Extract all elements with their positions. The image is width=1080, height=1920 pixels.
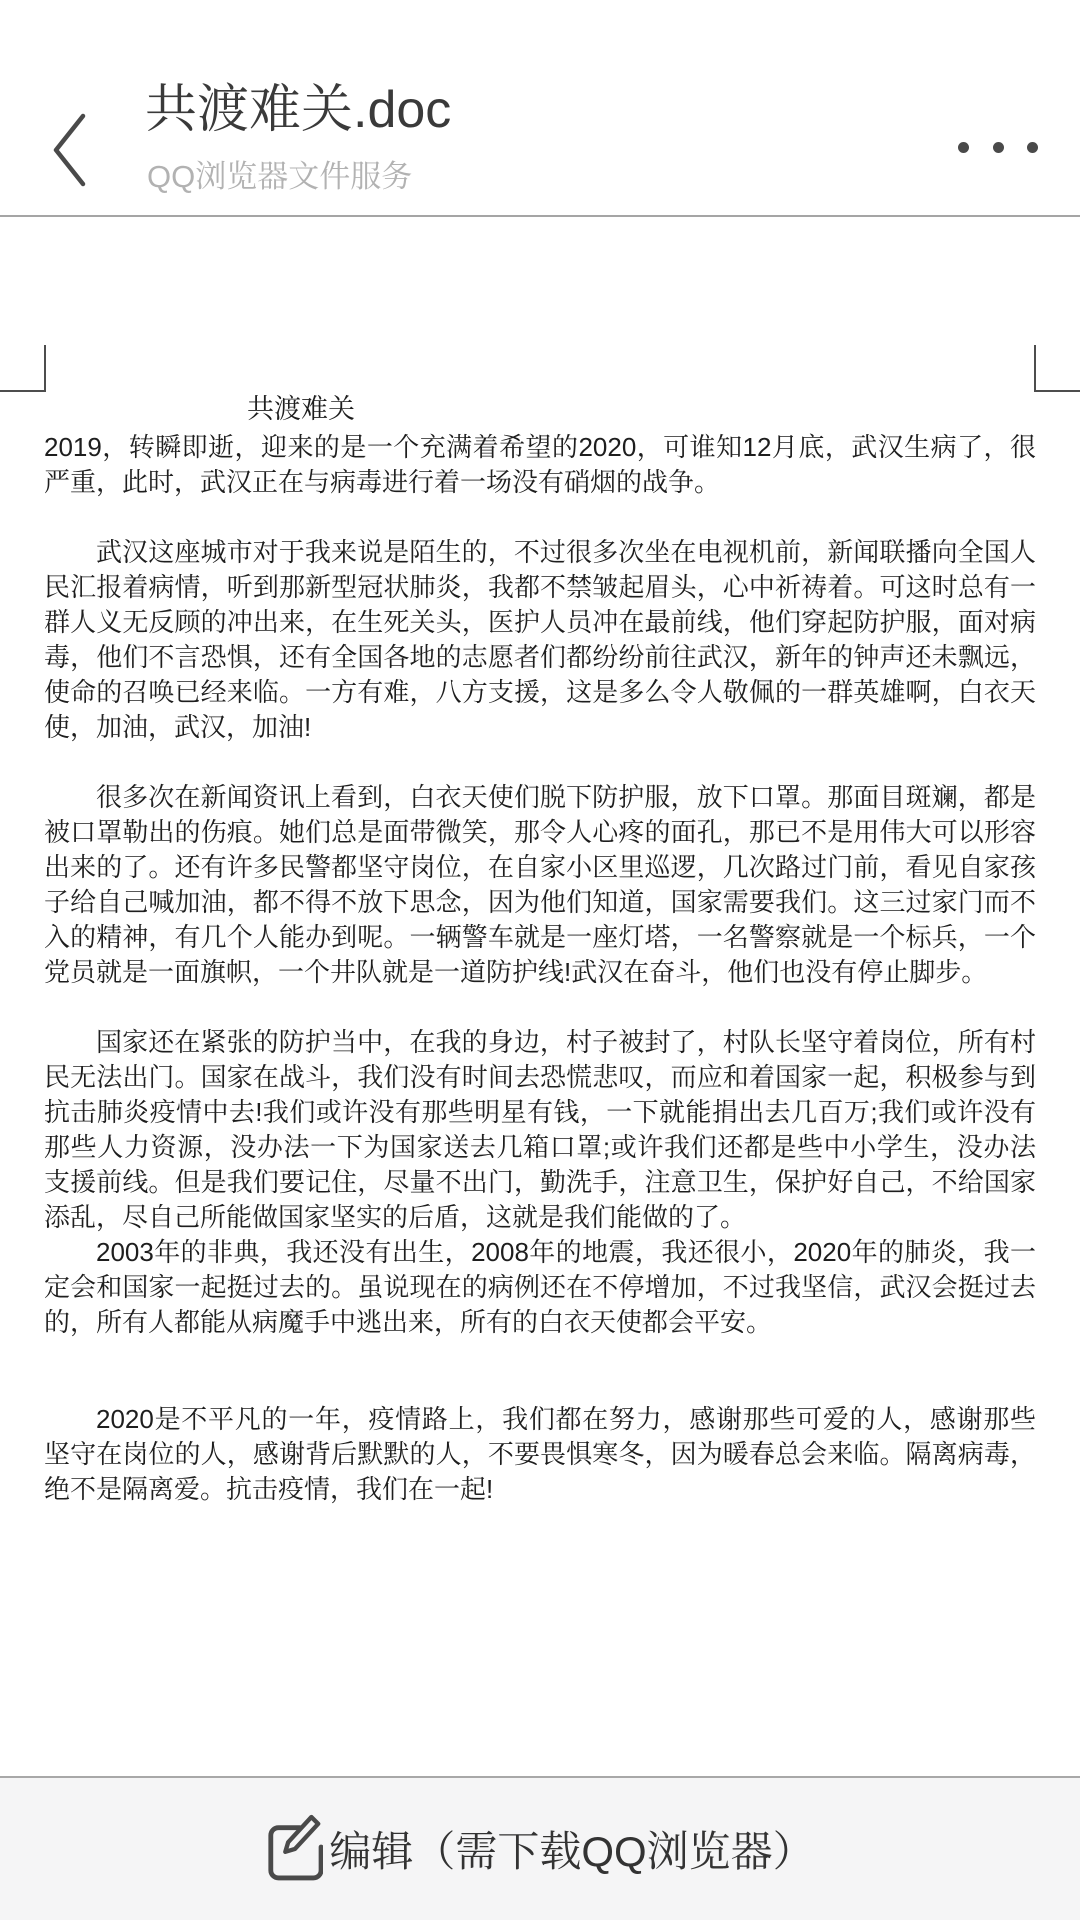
file-title: 共渡难关.doc bbox=[145, 81, 452, 139]
edit-button-label: 编辑（需下载QQ浏览器） bbox=[329, 1828, 815, 1875]
edit-bar[interactable] bbox=[0, 1776, 1080, 1920]
header-bar bbox=[0, 0, 1080, 217]
page-corner-mark-right bbox=[1034, 345, 1080, 392]
back-button[interactable] bbox=[40, 105, 100, 195]
three-dots-icon bbox=[1027, 142, 1038, 153]
page-corner-mark-left bbox=[0, 345, 46, 392]
edit-pencil-square-icon bbox=[265, 1812, 323, 1882]
chevron-left-icon bbox=[50, 112, 90, 188]
paragraph: 2020是不平凡的一年，疫情路上，我们都在努力，感谢那些可爱的人，感谢那些坚守在岗位的人，感谢背后默默的人，不要畏惧寒冬，因为暖春总会来临。隔离病毒，绝不是隔离爱。抗击疫情，我们在一起! bbox=[44, 1404, 1036, 1504]
paragraph: 武汉这座城市对于我来说是陌生的，不过很多次坐在电视机前，新闻联播向全国人民汇报着病情，听到那新型冠状肺炎，我都不禁皱起眉头，心中祈祷着。可这时总有一群人义无反顾的冲出来，在生死关头，医护人员冲在最前线，他们穿起防护服，面对病毒，他们不言恐惧，还有全国各地的志愿者们都纷纷前往武汉，新年的钟声还未飘远，使命的召唤已经来临。一方有难，八方支援，这是多么令人敬佩的一群英雄啊，白衣天使，加油，武汉，加油! bbox=[44, 537, 1036, 742]
paragraph: 2019，转瞬即逝，迎来的是一个充满着希望的2020，可谁知12月底，武汉生病了，很严重，此时，武汉正在与病毒进行着一场没有硝烟的战争。 bbox=[44, 432, 1036, 497]
document-content bbox=[44, 388, 1036, 1507]
file-source-subtitle: QQ浏览器文件服务 bbox=[147, 159, 413, 194]
paragraph: 很多次在新闻资讯上看到，白衣天使们脱下防护服，放下口罩。那面目斑斓，都是被口罩勒出的伤痕。她们总是面带微笑，那令人心疼的面孔，那已不是用伟大可以形容出来的了。还有许多民警都坚守岗位，在自家小区里巡逻，几次路过门前，看见自家孩子给自己喊加油，都不得不放下思念，因为他们知道，国家需要我们。这三过家门而不入的精神，有几个人能办到呢。一辆警车就是一座灯塔，一名警察就是一个标兵，一个党员就是一面旗帜，一个井队就是一道防护线!武汉在奋斗，他们也没有停止脚步。 bbox=[44, 782, 1036, 987]
three-dots-icon bbox=[958, 142, 969, 153]
three-dots-icon bbox=[993, 142, 1004, 153]
more-menu-button[interactable] bbox=[958, 112, 1038, 182]
paragraph: 国家还在紧张的防护当中，在我的身边，村子被封了，村队长坚守着岗位，所有村民无法出门。国家在战斗，我们没有时间去恐慌悲叹，而应和着国家一起，积极参与到抗击肺炎疫情中去!我们或许没有那些明星有钱，一下就能捐出去几百万;我们或许没有那些人力资源，没办法一下为国家送去几箱口罩;或许我们还都是些中小学生，没办法支援前线。但是我们要记住，尽量不出门，勤洗手，注意卫生，保护好自己，不给国家添乱，尽自己所能做国家坚实的后盾，这就是我们能做的了。 bbox=[44, 1027, 1036, 1232]
document-title: 共渡难关 bbox=[247, 394, 355, 424]
paragraph: 2003年的非典，我还没有出生，2008年的地震，我还很小，2020年的肺炎，我一定会和国家一起挺过去的。虽说现在的病例还在不停增加，不过我坚信，武汉会挺过去的，所有人都能从病魔手中逃出来，所有的白衣天使都会平安。 bbox=[44, 1237, 1036, 1337]
